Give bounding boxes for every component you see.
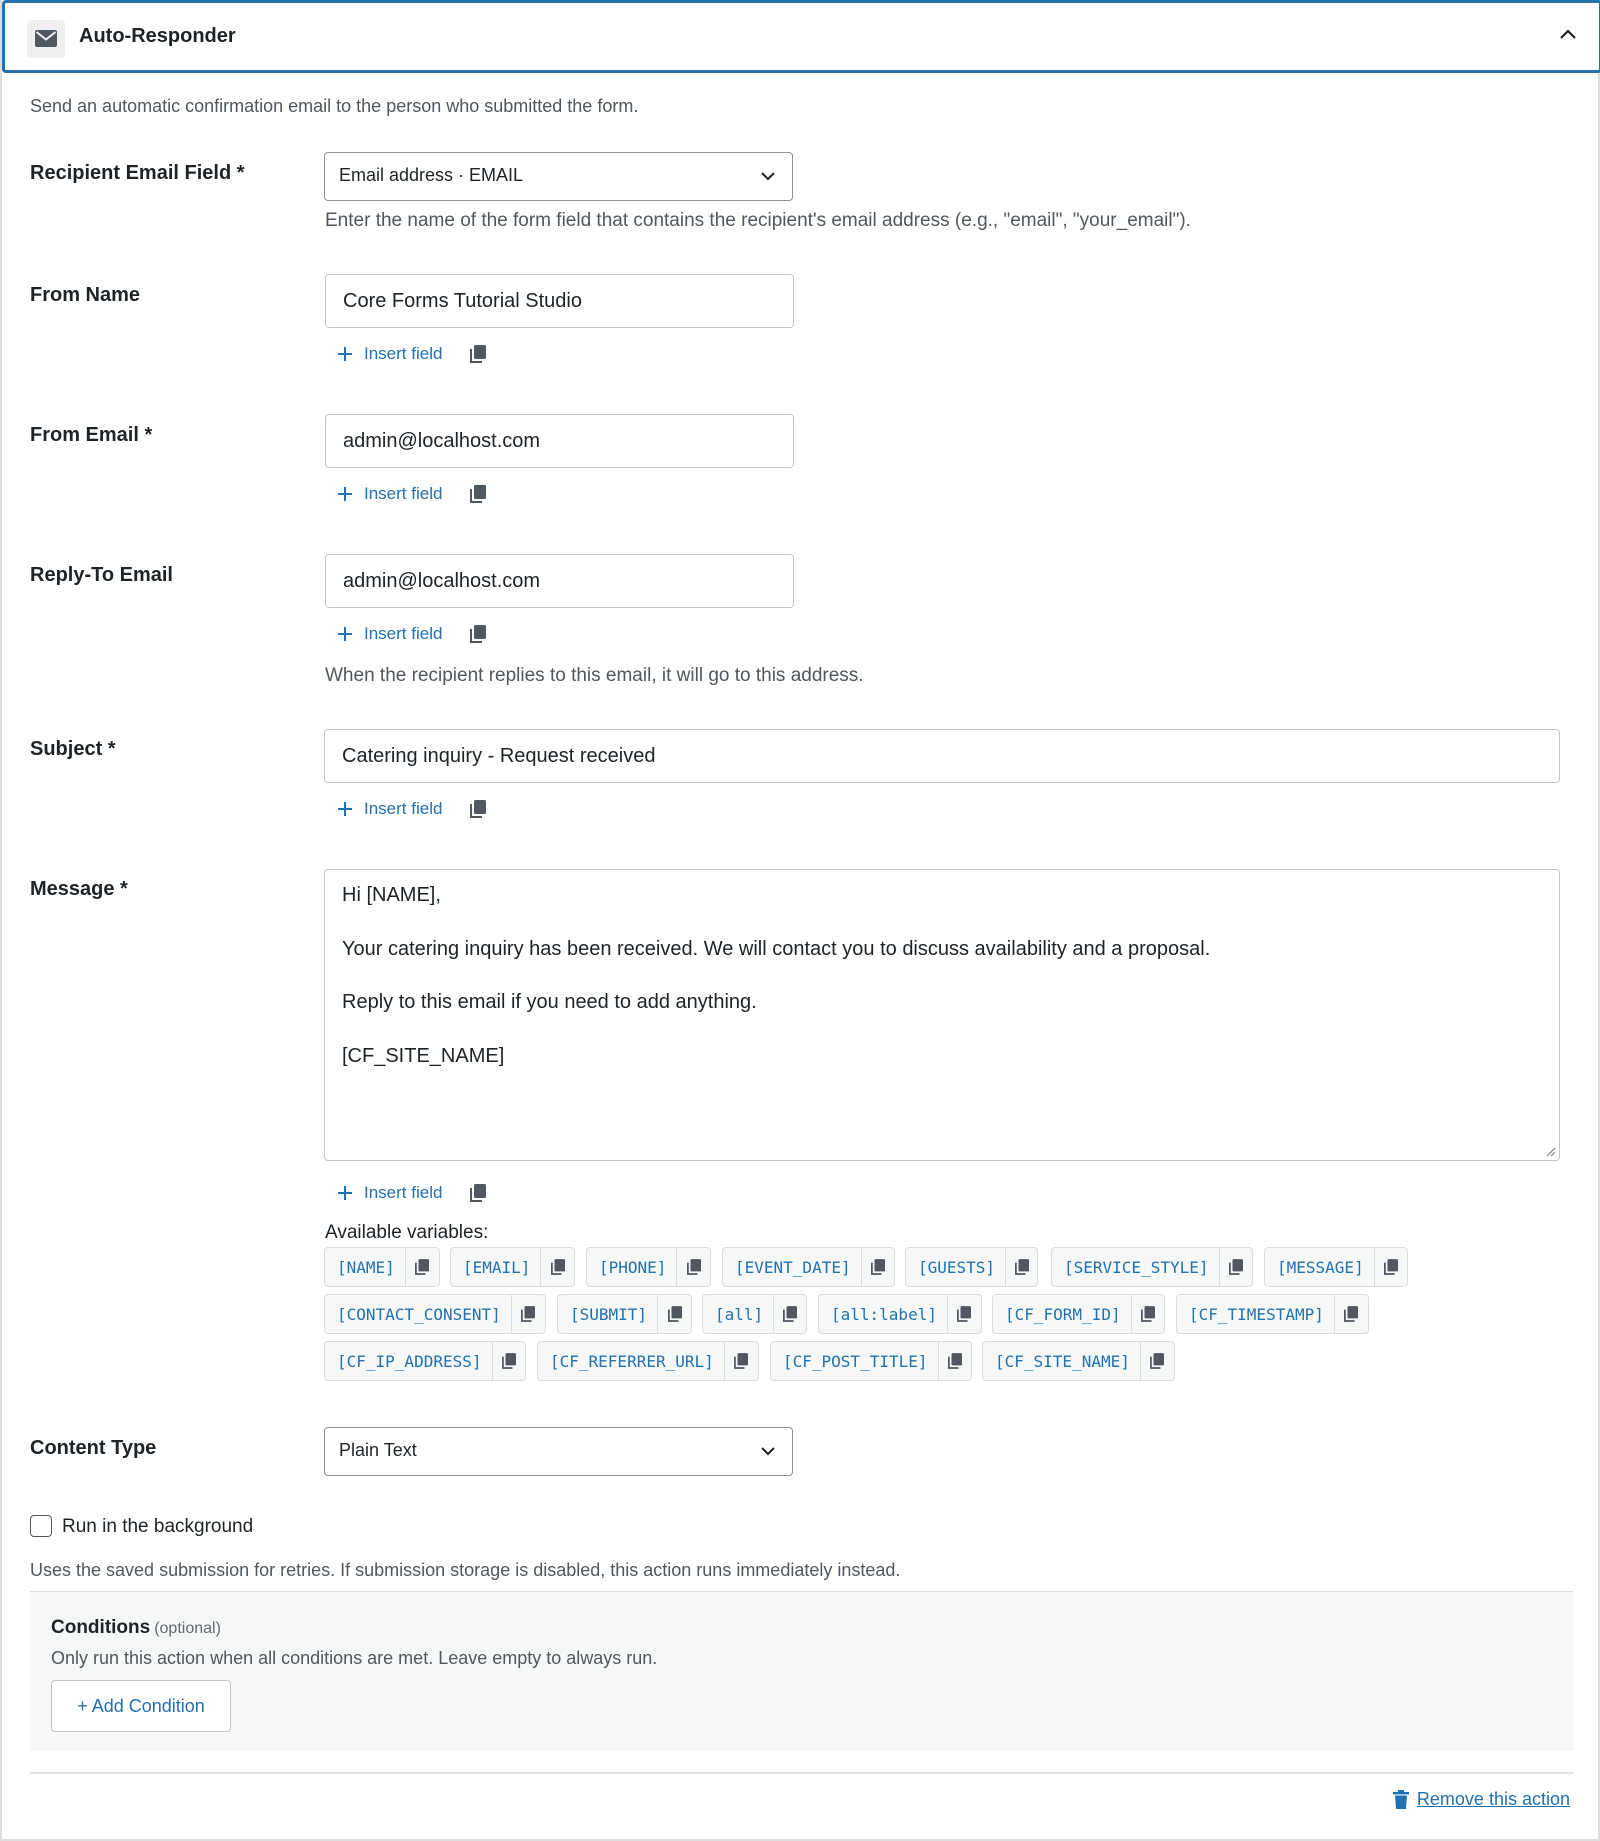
variable-chip[interactable] [557,1294,692,1334]
from-email-label: From Email * [30,424,153,446]
message-line: Your catering inquiry has been received. We will contact you to discuss availability and a proposal. [342,937,1211,960]
message-line: Hi [NAME], [342,884,441,906]
insert-field-label: Insert field [364,799,443,818]
insert-field-message[interactable] [336,1180,486,1206]
copy-icon[interactable] [470,625,486,643]
run-in-background-checkbox[interactable] [30,1515,52,1537]
variable-chip[interactable] [818,1294,982,1334]
variable-chip[interactable] [722,1247,895,1287]
copy-icon[interactable] [511,1295,545,1333]
available-variables-label: Available variables: [325,1222,489,1243]
run-in-background-label[interactable]: Run in the background [62,1516,254,1537]
copy-icon[interactable] [1005,1248,1037,1286]
variable-code: [EVENT_DATE] [735,1257,851,1277]
copy-icon[interactable] [470,345,486,363]
copy-icon[interactable] [1131,1295,1164,1333]
panel-title: Auto-Responder [79,25,236,47]
from-name-input[interactable]: Core Forms Tutorial Studio [325,274,794,328]
variable-chip[interactable] [537,1341,759,1381]
reply-to-label: Reply-To Email [30,564,173,586]
recipient-select-value: Email address · EMAIL [339,165,524,185]
copy-icon[interactable] [1140,1342,1174,1380]
variable-chip[interactable] [702,1294,807,1334]
variable-code: [SUBMIT] [570,1304,648,1324]
copy-icon[interactable] [938,1342,972,1380]
variable-code: [all] [715,1304,764,1324]
plus-icon [336,485,354,503]
chevron-down-icon [760,1446,776,1456]
from-name-label: From Name [30,284,141,306]
variable-code: [CF_SITE_NAME] [995,1351,1130,1371]
recipient-label: Recipient Email Field * [30,162,245,184]
recipient-select[interactable] [324,152,793,201]
variable-chip[interactable] [905,1247,1038,1287]
insert-field-from-email[interactable] [336,481,486,507]
plus-icon [336,345,354,363]
insert-field-label: Insert field [364,1183,443,1202]
copy-icon[interactable] [470,800,486,818]
subject-label: Subject * [30,738,116,760]
conditions-optional: (optional) [154,1620,221,1637]
recipient-help: Enter the name of the form field that contains the recipient's email address (e.g., "email", "your_email"). [325,210,1191,231]
remove-action-link[interactable] [1393,1789,1570,1810]
insert-field-label: Insert field [364,344,443,363]
copy-icon[interactable] [1219,1248,1253,1286]
trash-icon [1393,1790,1409,1809]
content-type-select[interactable] [324,1427,793,1476]
conditions-description: Only run this action when all conditions are met. Leave empty to always run. [51,1648,658,1668]
plus-icon [336,800,354,818]
insert-field-reply-to[interactable] [336,621,486,647]
variable-code: [CF_FORM_ID] [1005,1304,1121,1324]
copy-icon[interactable] [492,1342,526,1380]
variable-chip[interactable] [1264,1247,1408,1287]
insert-field-label: Insert field [364,624,443,643]
copy-icon[interactable] [540,1248,574,1286]
variable-code: [CF_REFERRER_URL] [550,1351,714,1371]
variable-chip[interactable] [1051,1247,1253,1287]
run-in-background-help: Uses the saved submission for retries. If submission storage is disabled, this action runs immediately instead. [30,1560,901,1580]
insert-field-subject[interactable] [336,796,486,822]
insert-field-label: Insert field [364,484,443,503]
copy-icon[interactable] [470,1184,486,1202]
variable-chip[interactable] [992,1294,1165,1334]
variable-code: [MESSAGE] [1277,1257,1364,1277]
message-line: Reply to this email if you need to add anything. [342,991,757,1013]
variable-code: [all:label] [831,1304,937,1324]
subject-input[interactable]: Catering inquiry - Request received [324,729,1560,783]
variable-code: [GUESTS] [918,1257,996,1277]
variable-chip[interactable] [450,1247,575,1287]
content-type-label: Content Type [30,1437,157,1459]
conditions-section [30,1591,1574,1751]
remove-action-text: Remove this action [1416,1789,1570,1809]
plus-icon [336,625,354,643]
copy-icon[interactable] [676,1248,710,1286]
chevron-down-icon [760,171,776,181]
add-condition-button[interactable]: + Add Condition [51,1680,231,1732]
copy-icon[interactable] [405,1248,439,1286]
panel-description: Send an automatic confirmation email to the person who submitted the form. [30,96,639,116]
copy-icon[interactable] [657,1295,691,1333]
conditions-title [51,1617,221,1639]
variable-code: [CONTACT_CONSENT] [337,1304,501,1324]
variable-chip[interactable] [1176,1294,1369,1334]
variable-chip[interactable] [982,1341,1175,1381]
variable-chip[interactable] [324,1247,440,1287]
variable-code: [CF_POST_TITLE] [783,1351,928,1371]
conditions-title-text: Conditions [51,1617,151,1638]
message-line: [CF_SITE_NAME] [342,1044,505,1067]
reply-to-help: When the recipient replies to this email, it will go to this address. [325,665,864,686]
copy-icon[interactable] [1334,1295,1368,1333]
mail-icon [27,20,65,58]
variable-code: [EMAIL] [463,1257,531,1277]
resize-handle-icon[interactable] [1544,1145,1556,1157]
copy-icon[interactable] [724,1342,758,1380]
from-email-input[interactable]: admin@localhost.com [325,414,794,468]
panel-header[interactable] [2,0,1600,73]
message-textarea[interactable] [324,869,1560,1161]
variable-code: [PHONE] [599,1257,667,1277]
message-label: Message * [30,878,128,900]
variable-code: [SERVICE_STYLE] [1064,1257,1209,1277]
variable-code: [CF_TIMESTAMP] [1189,1304,1324,1324]
variable-chip[interactable] [770,1341,972,1381]
copy-icon[interactable] [861,1248,894,1286]
variable-chip[interactable] [586,1247,711,1287]
copy-icon[interactable] [773,1295,806,1333]
plus-icon [336,1184,354,1202]
variable-chip[interactable] [324,1294,546,1334]
copy-icon[interactable] [1374,1248,1407,1286]
insert-field-from-name[interactable] [336,341,486,367]
copy-icon[interactable] [947,1295,981,1333]
reply-to-input[interactable]: admin@localhost.com [325,554,794,608]
variable-code: [CF_IP_ADDRESS] [337,1351,482,1371]
divider [30,1772,1574,1774]
chevron-up-icon[interactable] [1559,27,1577,45]
copy-icon[interactable] [470,485,486,503]
variable-code: [NAME] [337,1257,395,1277]
content-type-select-value: Plain Text [339,1440,417,1460]
variable-chip[interactable] [324,1341,526,1381]
